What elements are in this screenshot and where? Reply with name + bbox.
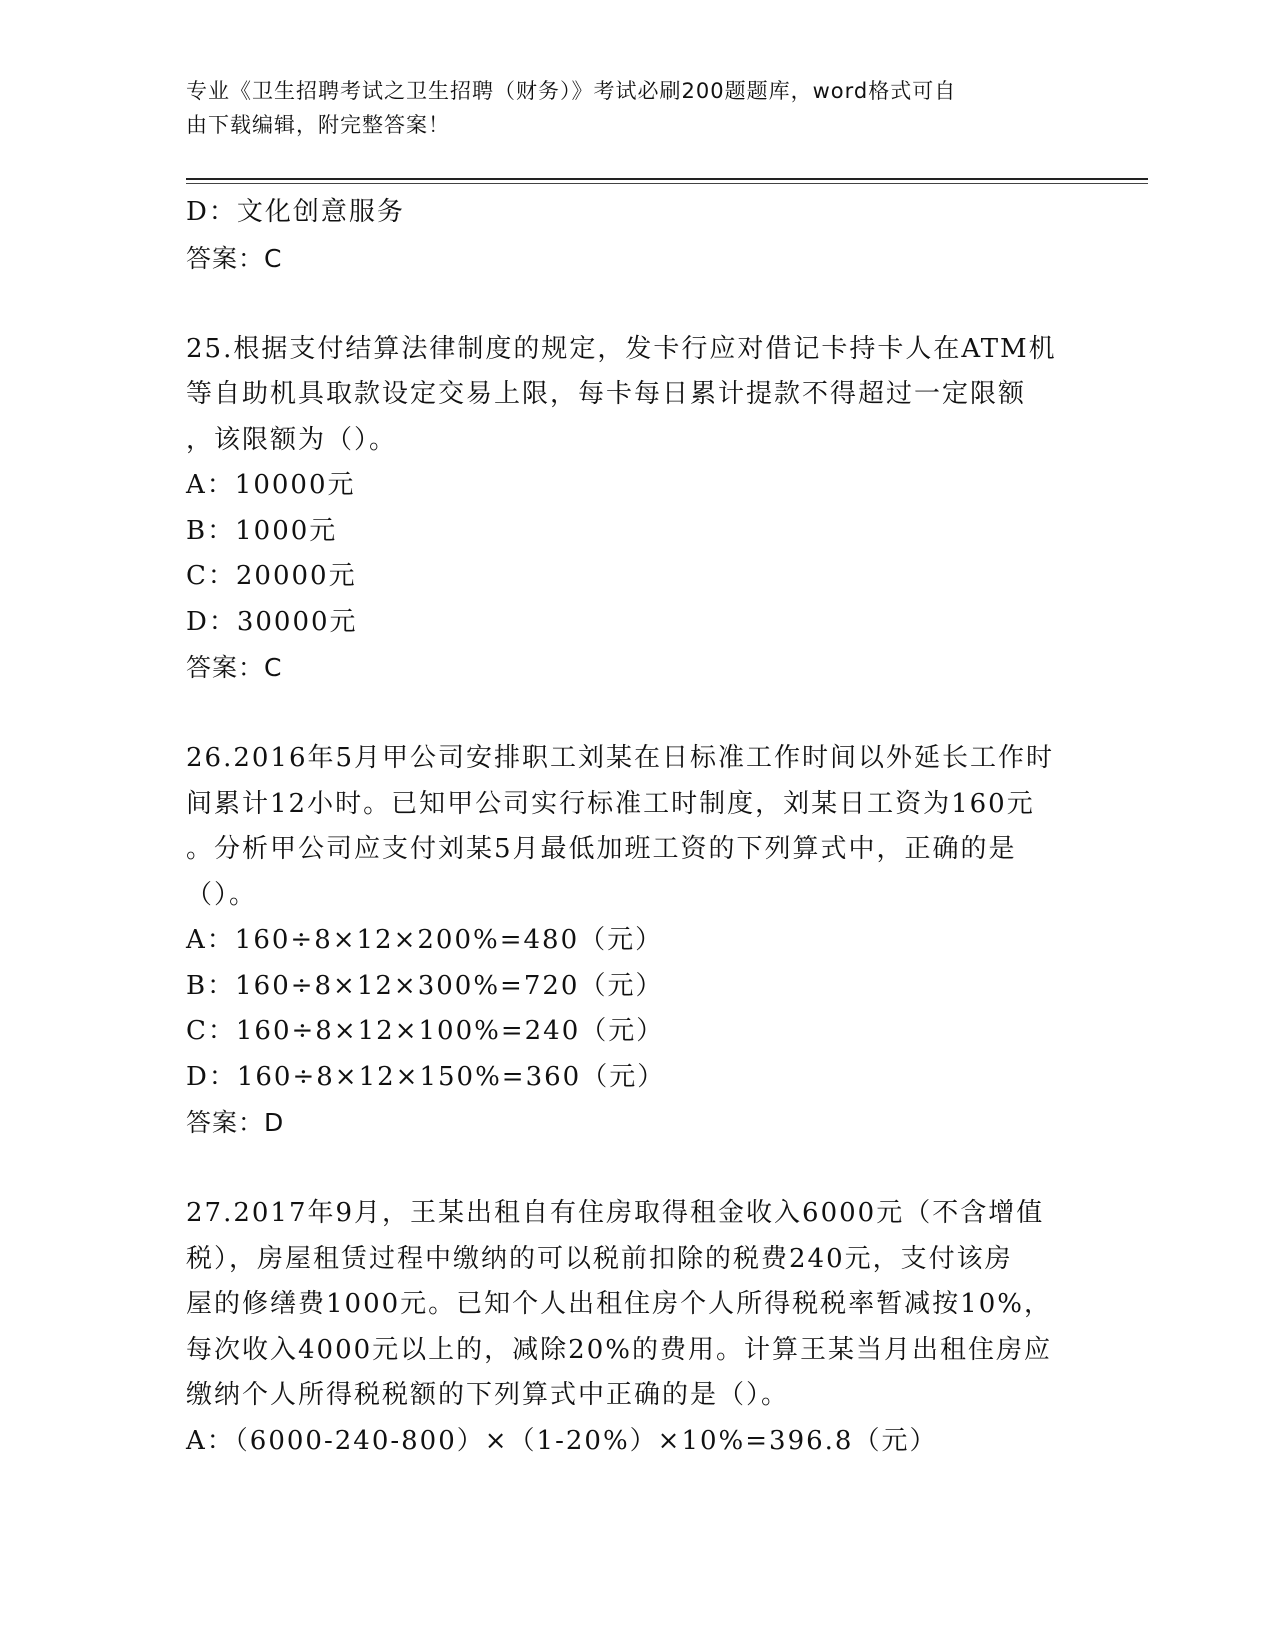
question-26-line: 间累计12小时。已知甲公司实行标准工时制度，刘某日工资为160元 <box>186 788 1035 819</box>
question-26-option-c: C：160÷8×12×100%=240（元） <box>186 1016 665 1046</box>
question-27-line: 屋的修缮费1000元。已知个人出租住房个人所得税税率暂减按10%， <box>186 1289 1052 1319</box>
question-25-option-a: A：10000元 <box>186 470 356 500</box>
question-27 <box>186 1191 1086 1464</box>
question-26-answer: 答案：D <box>186 1108 285 1137</box>
question-25-line: 25.根据支付结算法律制度的规定，发卡行应对借记卡持卡人在ATM机 <box>186 333 1057 364</box>
question-26-option-a: A：160÷8×12×200%=480（元） <box>186 925 664 955</box>
spacer <box>186 281 1086 327</box>
header-divider-thick <box>186 178 1148 180</box>
question-26-option-d: D：160÷8×12×150%=360（元） <box>186 1061 666 1092</box>
question-26-line: 26.2016年5月甲公司安排职工刘某在日标准工作时间以外延长工作时 <box>186 743 1055 773</box>
question-26-line: （）。 <box>186 879 258 910</box>
prev-answer: 答案：C <box>186 243 283 273</box>
question-27-line: 缴纳个人所得税税额的下列算式中正确的是（）。 <box>186 1380 790 1410</box>
header-line-2: 由下载编辑，附完整答案！ <box>186 113 450 137</box>
document-header <box>186 74 1066 142</box>
spacer <box>186 1146 1086 1192</box>
question-25 <box>186 327 1086 691</box>
header-line-1: 专业《卫生招聘考试之卫生招聘（财务）》考试必刷200题题库，word格式可自 <box>186 79 957 103</box>
spacer <box>186 691 1086 737</box>
question-27-line: 税），房屋租赁过程中缴纳的可以税前扣除的税费240元，支付该房 <box>186 1243 1013 1274</box>
question-25-option-b: B：1000元 <box>186 515 338 546</box>
prev-option-d: D：文化创意服务 <box>186 197 405 227</box>
question-26-option-b: B：160÷8×12×300%=720（元） <box>186 970 664 1001</box>
question-25-option-c: C：20000元 <box>186 561 357 591</box>
question-27-line: 每次收入4000元以上的，减除20%的费用。计算王某当月出租住房应 <box>186 1334 1052 1365</box>
question-26 <box>186 736 1086 1146</box>
question-25-option-d: D：30000元 <box>186 606 358 637</box>
question-25-line: ，该限额为（）。 <box>186 424 398 455</box>
header-divider-thin <box>186 183 1148 184</box>
question-26-line: 。分析甲公司应支付刘某5月最低加班工资的下列算式中，正确的是 <box>186 834 1017 864</box>
question-27-line: 27.2017年9月，王某出租自有住房取得租金收入6000元（不含增值 <box>186 1198 1045 1228</box>
document-body <box>186 190 1086 1464</box>
question-27-option-a: A：（6000-240-800）×（1-20%）×10%=396.8（元） <box>186 1425 938 1456</box>
question-25-answer: 答案：C <box>186 653 283 682</box>
question-25-line: 等自助机具取款设定交易上限，每卡每日累计提款不得超过一定限额 <box>186 379 1027 409</box>
